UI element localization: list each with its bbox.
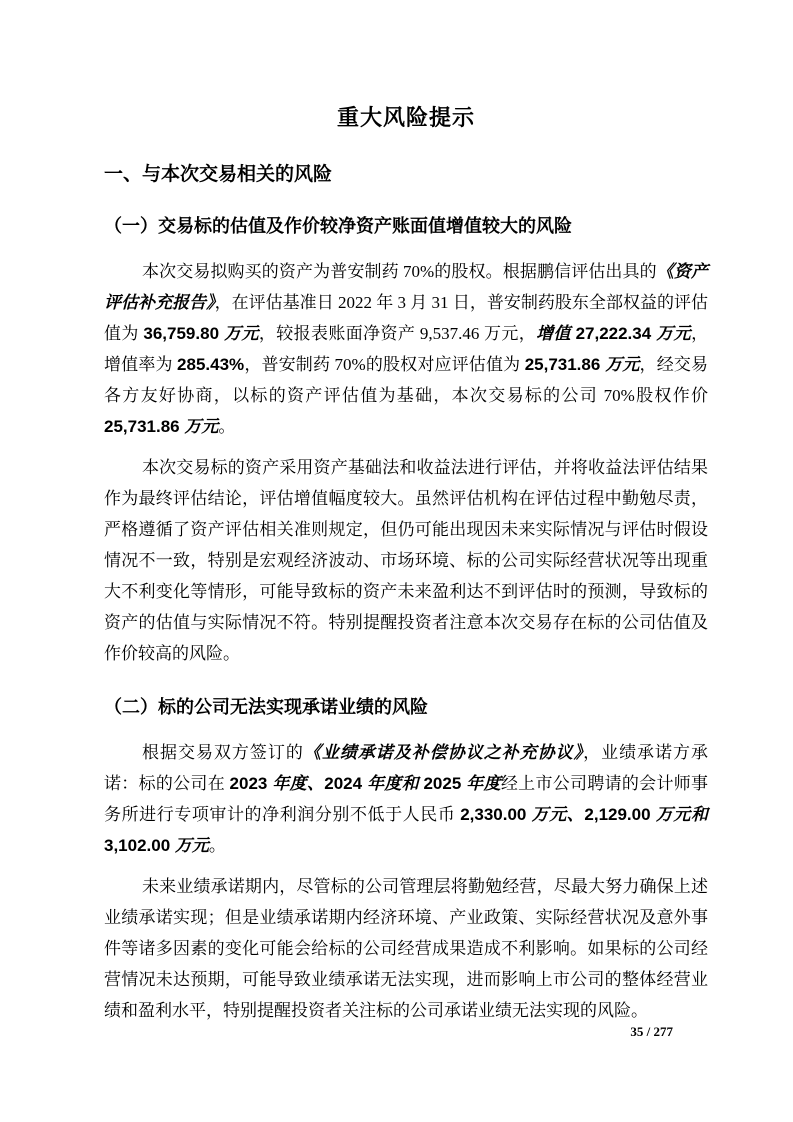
text-run: 万元 xyxy=(224,324,259,343)
paragraph-valuation-detail xyxy=(104,256,708,442)
subsection-heading-performance-commitment-risk: （二）标的公司无法实现承诺业绩的风险 xyxy=(104,697,428,717)
text-run: 。 xyxy=(218,417,236,436)
text-run: 2024 xyxy=(324,774,368,793)
text-run: 年度、 xyxy=(272,774,325,793)
text-run: 万元 xyxy=(605,355,640,374)
text-run: 285.43% xyxy=(177,355,245,374)
document-content xyxy=(104,0,708,1026)
text-run: 万元 xyxy=(656,324,692,343)
text-run: 《资产评估补充报告》 xyxy=(104,262,708,312)
text-run: 年度 xyxy=(466,774,501,793)
paragraph-performance-risk-warning xyxy=(104,871,708,1026)
text-run: 增值 xyxy=(536,324,576,343)
text-run: 本次交易拟购买的资产为普安制药 70%的股权。根据鹏信评估出具的 xyxy=(142,262,657,281)
text-run: 万元 xyxy=(174,836,209,855)
text-run: ，增值率为 xyxy=(104,324,709,374)
paragraph-performance-commitment-detail xyxy=(104,737,708,861)
text-run: 。 xyxy=(208,836,226,855)
text-run: 万元、 xyxy=(531,805,585,824)
page-number: 35 / 277 xyxy=(630,1024,673,1039)
text-run: 《业绩承诺及补偿协议之补充协议》 xyxy=(303,743,584,762)
text-run: 25,731.86 xyxy=(524,355,606,374)
section-heading-transaction-risks: 一、与本次交易相关的风险 xyxy=(104,164,333,185)
text-run: ，业绩承诺方承诺：标的公司在 xyxy=(104,743,709,793)
text-run: 27,222.34 xyxy=(575,324,657,343)
text-run: 2,330.00 xyxy=(460,805,532,824)
text-run: ，普安制药 70%的股权对应评估值为 xyxy=(244,355,525,374)
text-run: ，经交易各方友好协商，以标的资产评估值为基础，本次交易标的公司 70%股权作价 xyxy=(104,355,709,405)
text-run: ，较报表账面净资产 9,537.46 万元， xyxy=(258,324,537,343)
paragraph-valuation-risk-warning xyxy=(104,452,708,669)
text-run: 36,759.80 xyxy=(143,324,225,343)
text-run: 年度和 xyxy=(367,774,424,793)
text-run: 25,731.86 xyxy=(104,417,185,436)
text-run: 2,129.00 xyxy=(584,805,656,824)
text-run: 2023 xyxy=(229,774,273,793)
text-run: 经上市公司聘请的会计师事务所进行专项审计的净利润分别不低于人民币 xyxy=(104,774,709,824)
document-body xyxy=(104,162,708,1026)
text-run: 本次交易标的资产采用资产基础法和收益法进行评估，并将收益法评估结果作为最终评估结论，评估增值幅度较大。虽然评估机构在评估过程中勤勉尽责，严格遵循了资产评估相关准则规定，但仍可能出现因未来实际情况与评估时假设情况不一致，特别是宏观经济波动、市场环境、标的公司实际经营状况等出现重大不利变化等情形，可能导致标的资产未来盈利达不到评估时的预测，导致标的资产的估值与实际情况不符。特别提醒投资者注意本次交易存在标的公司估值及作价较高的风险。 xyxy=(104,458,708,663)
text-run: 3,102.00 xyxy=(104,836,175,855)
page-title: 重大风险提示 xyxy=(336,105,475,130)
text-run: 未来业绩承诺期内，尽管标的公司管理层将勤勉经营，尽最大努力确保上述业绩承诺实现；但是业绩承诺期内经济环境、产业政策、实际经营状况及意外事件等诸多因素的变化可能会给标的公司经营成果造成不利影响。如果标的公司经营情况未达预期，可能导致业绩承诺无法实现，进而影响上市公司的整体经营业绩和盈利水平，特别提醒投资者关注标的公司承诺业绩无法实现的风险。 xyxy=(104,877,708,1020)
text-run: 根据交易双方签订的 xyxy=(142,743,304,762)
subsection-heading-valuation-risk: （一）交易标的估值及作价较净资产账面值增值较大的风险 xyxy=(104,216,572,236)
text-run: 万元 xyxy=(184,417,219,436)
text-run: ，在评估基准日 2022 年 3 月 31 日，普安制药股东全部权益的评估值为 xyxy=(104,293,709,343)
text-run: 2025 xyxy=(423,774,467,793)
text-run: 万元和 xyxy=(655,805,708,824)
